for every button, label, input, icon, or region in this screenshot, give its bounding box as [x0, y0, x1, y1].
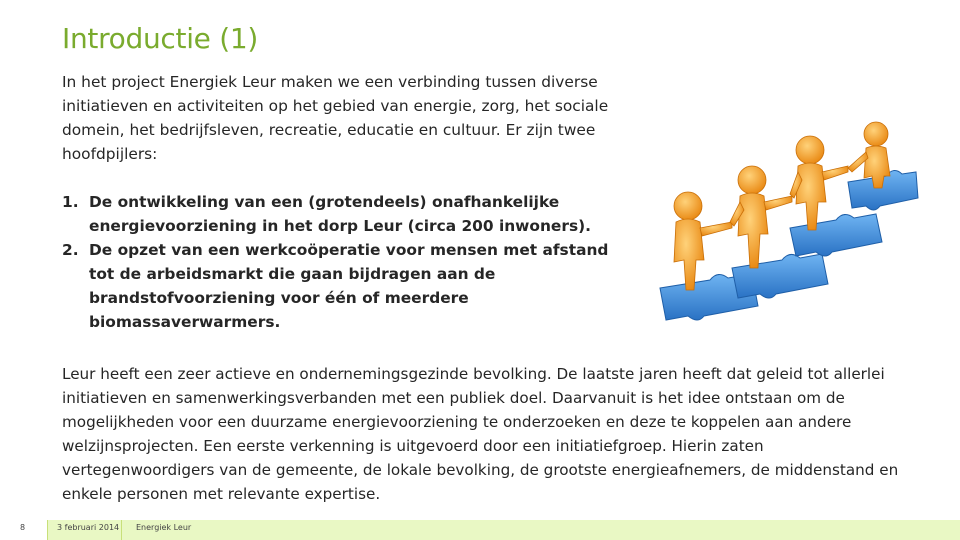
footer-name: Energiek Leur [136, 523, 192, 532]
list-number: 2. [62, 241, 79, 259]
slide-title: Introductie (1) [62, 22, 258, 55]
footer-divider [121, 520, 122, 540]
list-item-text: De ontwikkeling van een (grotendeels) onafhankelijke energievoorziening in het dorp Leur (circa 200 inwoners). [89, 193, 591, 235]
list-item [62, 190, 622, 238]
teamwork-puzzle-illustration [640, 110, 920, 340]
list-item [62, 238, 622, 334]
footer-date: 3 februari 2014 [57, 523, 120, 532]
outro-paragraph: Leur heeft een zeer actieve en ondernemingsgezinde bevolking. De laatste jaren heeft dat geleid tot allerlei initiatieven en samenwerkingsverbanden met een publiek doel. Daarvanuit is het idee ontstaan om de mogelijkheden voor een duurzame energievoorziening te onderzoeken en deze te koppelen aan andere welzijnsprojecten. Een eerste verkenning is uitgevoerd door een initiatiefgroep. Hierin zaten vertegenwoordigers van de gemeente, de lokale bevolking, de grootste energieafnemers, de middenstand en enkele personen met relevante expertise. [62, 365, 899, 503]
footer-divider [47, 520, 48, 540]
list-item-text: De opzet van een werkcoöperatie voor mensen met afstand tot de arbeidsmarkt die gaan bijdragen aan de brandstofvoorziening voor één of meerdere biomassaverwarmers. [89, 241, 609, 331]
list-number: 1. [62, 193, 79, 211]
slide-number: 8 [20, 523, 26, 532]
pillars-list [62, 190, 622, 334]
intro-paragraph: In het project Energiek Leur maken we een verbinding tussen diverse initiatieven en activiteiten op het gebied van energie, zorg, het sociale domein, het bedrijfsleven, recreatie, educatie en cultuur. Er zijn twee hoofdpijlers: [62, 73, 609, 163]
